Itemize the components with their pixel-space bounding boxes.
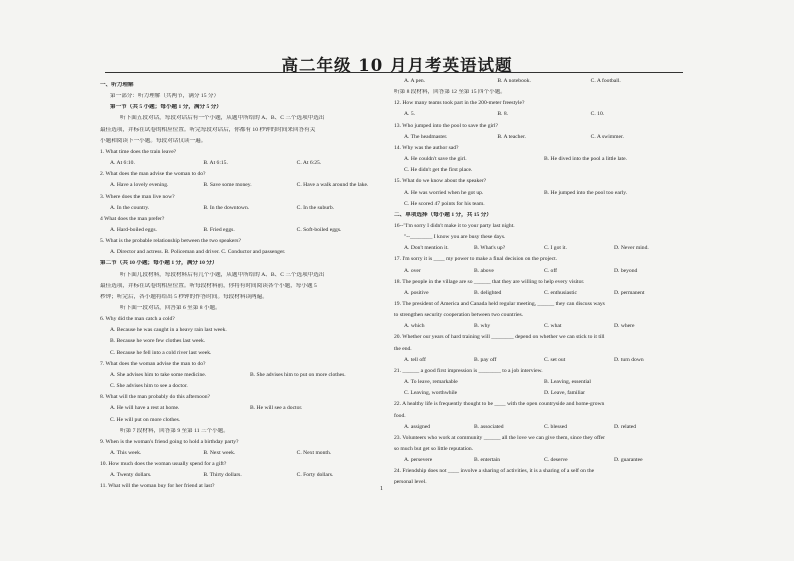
- text-line: 1. What time does the train leave?: [100, 148, 177, 155]
- answer-options: [394, 78, 684, 85]
- text-line: "--________ I know you are busy these days.: [404, 234, 506, 241]
- answer-option: B. Fried eggs.: [203, 226, 235, 233]
- answer-option: B. Save some money.: [203, 182, 252, 189]
- answer-option: B. He will see a doctor.: [250, 405, 303, 412]
- answer-option: A. Have a lovely evening.: [110, 182, 169, 189]
- text-line: 小题和阅读下一小题。每段对话仅读一遍。: [100, 137, 207, 144]
- answer-option: D. turn down: [614, 356, 644, 363]
- answer-options: [394, 111, 684, 118]
- answer-options: [394, 357, 684, 364]
- answer-option: B. pay off: [474, 356, 497, 363]
- text-line: 12. How many teams took part in the 200-meter freestyle?: [394, 100, 525, 107]
- answer-options: [394, 134, 684, 141]
- answer-option: C. Forty dollars.: [296, 472, 334, 479]
- answer-options: [394, 457, 684, 464]
- answer-option: C. enthusiastic: [544, 289, 577, 296]
- text-line: 10. How much does the woman usually spend for a gift?: [100, 461, 227, 468]
- text-line: personal level.: [394, 479, 427, 486]
- answer-option: B. Thirty dollars.: [203, 472, 242, 479]
- answer-options: [394, 424, 684, 431]
- text-line: 14. Why was the author sad?: [394, 144, 459, 151]
- text-line: 15. What do we know about the speaker?: [394, 178, 487, 185]
- answer-option: C. Next month.: [296, 449, 332, 456]
- text-line: C. Because he fell into a cold river last week.: [110, 349, 212, 356]
- text-line: 13. Who jumped into the pool to save the girl?: [394, 122, 498, 129]
- answer-option: C. A swimmer.: [590, 133, 624, 140]
- text-line: 一、听力理解: [100, 82, 134, 88]
- answer-options: [394, 156, 684, 163]
- answer-option: C. Leaving, worthwhile: [404, 390, 458, 397]
- answer-option: A. A pen.: [404, 78, 426, 84]
- answer-option: C. set out: [544, 356, 566, 363]
- text-line: food.: [394, 412, 406, 419]
- text-line: so much but get so little reputation.: [394, 445, 474, 452]
- answer-options: [394, 190, 684, 197]
- text-line: 2. What does the man advise the woman to do?: [100, 171, 206, 178]
- text-line: 听下面几段材料，每段材料后有几个小题，从题中所给的 A、B、C 三个选项中选出: [120, 271, 325, 278]
- text-line: 最佳选项，并标在试卷的相应位置。听完每段对话后，你都有 10 秒钟的时间来回答有关: [100, 126, 316, 133]
- answer-option: C. Soft-boiled eggs.: [296, 226, 342, 233]
- answer-options: [394, 245, 684, 252]
- text-line: 23. Volunteers who work at community ______ all the love we can give them, since they offer: [394, 434, 605, 441]
- answer-option: C. At 6:25.: [296, 160, 322, 167]
- text-line: to strengthen security cooperation between two countries.: [394, 312, 524, 319]
- answer-option: B. why: [474, 323, 491, 330]
- answer-option: A. Twenty dollars.: [110, 472, 152, 479]
- text-line: 16--"I'm sorry I didn't make it to your party last night.: [394, 222, 515, 229]
- answer-option: A. Hard-boiled eggs.: [110, 226, 157, 233]
- answer-option: C. A football.: [590, 78, 621, 84]
- text-line: 听第 7 段材料，回答第 9 至第 11 三个小题。: [120, 427, 229, 434]
- answer-option: A. persevere: [404, 457, 433, 464]
- answer-option: B. A teacher.: [497, 133, 526, 140]
- text-line: 11. What will the woman buy for her friend at last?: [100, 483, 215, 490]
- text-line: 20. Whether our years of hard training will ________ depend on whether we can stick to it till: [394, 334, 605, 341]
- answer-option: D. related: [614, 423, 637, 430]
- title-divider: [105, 72, 683, 73]
- answer-option: A. To leave, remarkable: [404, 379, 458, 386]
- text-line: 秒钟；听完后，各小题将给出 5 秒钟的作答时间。每段材料读两遍。: [100, 293, 268, 300]
- text-line: 24. Friendship does not ____ involve a sharing of activities, it is a sharing of a self on the: [394, 468, 595, 475]
- answer-option: D. guarantee: [614, 457, 643, 464]
- answer-options: [394, 390, 684, 397]
- text-line: 8. What will the man probably do this afternoon?: [100, 394, 211, 401]
- answer-option: C. off: [544, 267, 557, 274]
- answer-option: B. She advises him to put on more clothes.: [250, 371, 346, 378]
- text-line: 听下面一段对话，回答第 6 至第 8 小题。: [120, 305, 221, 311]
- answer-option: A. He was worried when he got up.: [404, 189, 484, 196]
- answer-options: [100, 405, 390, 412]
- answer-option: A. The headmaster.: [404, 133, 448, 140]
- answer-option: C. blessed: [544, 423, 567, 430]
- answer-option: A. positive: [404, 289, 429, 296]
- answer-options: [394, 379, 684, 386]
- answer-options: [100, 472, 390, 479]
- text-line: 22. A healthy life is frequently thought to be ____ with the open countryside and home-grown: [394, 401, 605, 408]
- answer-options: [100, 372, 390, 379]
- page-number: 1: [380, 486, 383, 492]
- text-line: C. She advises him to see a doctor.: [110, 383, 188, 390]
- answer-options: [100, 450, 390, 457]
- answer-option: A. Don't mention it.: [404, 245, 449, 252]
- text-line: 5. What is the probable relationship between the two speakers?: [100, 238, 241, 245]
- text-line: 9. When is the woman's friend going to hold a birthday party?: [100, 438, 239, 445]
- text-line: A. Director and actress. B. Policeman and driver. C. Conductor and passenger.: [110, 249, 286, 256]
- answer-option: B. Leaving, essential: [544, 379, 591, 386]
- answer-option: D. Never mind.: [614, 245, 649, 252]
- text-line: 听第 8 段材料，回答第 12 至第 15 四个小题。: [394, 89, 506, 96]
- text-line: C. He didn't get the first place.: [404, 167, 473, 174]
- text-line: 第一部分：听力理解（共两节，满分 15 分）: [110, 93, 220, 100]
- answer-option: B. delighted: [474, 289, 502, 296]
- answer-option: A. He will have a rest at home.: [110, 405, 180, 412]
- answer-option: B. A notebook.: [497, 78, 531, 84]
- text-line: 19. The president of America and Canada held regular meeting, ______ they can discuss ways: [394, 301, 605, 307]
- answer-option: A. This week.: [110, 449, 142, 456]
- answer-options: [100, 205, 390, 212]
- answer-option: A. She advises him to take some medicine.: [110, 371, 207, 378]
- answer-options: [100, 182, 390, 189]
- answer-option: A. assigned: [404, 423, 431, 430]
- answer-options: [394, 323, 684, 330]
- answer-option: A. At 6:10.: [110, 160, 135, 167]
- answer-option: A. 5.: [404, 111, 416, 118]
- answer-option: B. He dived into the pool a little late.: [544, 156, 627, 163]
- answer-options: [394, 268, 684, 275]
- answer-options: [100, 160, 390, 167]
- text-line: 最佳选项，并标在试卷的相应位置。听每段材料前，你将有时间阅读各个小题，每小题 5: [100, 282, 317, 289]
- answer-option: A. over: [404, 267, 421, 274]
- answer-option: A. He couldn't save the girl.: [404, 156, 467, 163]
- text-line: A. Because he was caught in a heavy rain last week.: [110, 327, 227, 334]
- answer-option: D. where: [614, 323, 635, 330]
- text-line: the end.: [394, 345, 412, 352]
- answer-option: B. Next week.: [203, 449, 236, 456]
- answer-option: C. deserve: [544, 457, 568, 464]
- page-title: 高二年级 10 月月考英语试题: [281, 56, 513, 75]
- answer-option: D. Leave, familiar: [544, 390, 585, 397]
- answer-option: B. associated: [474, 423, 504, 430]
- text-line: 17. I'm sorry it is ____ my power to make a final decision on the project.: [394, 256, 558, 263]
- answer-option: C. In the suburb.: [296, 204, 335, 211]
- text-line: 听下面五段对话，每段对话后有一个小题，从题中所给的 A、B、C 三个选项中选出: [120, 115, 325, 122]
- text-line: B. Because he wore few clothes last week.: [110, 338, 206, 345]
- answer-option: B. What's up?: [474, 245, 506, 252]
- text-line: 7. What does the woman advise the man to do?: [100, 360, 206, 367]
- text-line: 21. ______ a good first impression is ________ to a job interview.: [394, 367, 543, 374]
- text-line: 二、单项选择（每小题 1 分，共 15 分）: [394, 211, 492, 218]
- answer-option: C. what: [544, 323, 562, 330]
- text-line: 6. Why did the man catch a cold?: [100, 316, 175, 323]
- answer-option: A. tell off: [404, 356, 426, 363]
- answer-options: [100, 227, 390, 234]
- text-line: 第二节（共 10 小题；每小题 1 分，满分 10 分）: [100, 260, 218, 267]
- answer-option: A. In the country.: [110, 204, 150, 211]
- answer-option: B. entertain: [474, 457, 501, 464]
- answer-option: C. I got it.: [544, 245, 567, 252]
- answer-options: [394, 290, 684, 297]
- text-line: 18. The people in the village are so ______ that they are willing to help every visitor.: [394, 278, 585, 285]
- answer-option: B. In the downtown.: [203, 204, 250, 211]
- text-line: C. He will put on more clothes.: [110, 416, 181, 423]
- answer-option: D. permanent: [614, 289, 645, 296]
- text-line: 4 What does the man prefer?: [100, 215, 165, 222]
- answer-option: B. 8.: [497, 111, 509, 118]
- answer-option: B. above: [474, 267, 494, 274]
- answer-option: D. beyond: [614, 267, 638, 274]
- text-line: C. He scored 47 points for his team.: [404, 200, 485, 207]
- answer-option: B. He jumped into the pool too early.: [544, 189, 628, 196]
- answer-option: A. which: [404, 323, 425, 330]
- text-line: 第一节（共 5 小题；每小题 1 分，满分 5 分）: [110, 104, 222, 111]
- text-line: 3. Where does the man live now?: [100, 193, 175, 200]
- answer-option: B. At 6:15.: [203, 160, 228, 167]
- answer-option: C. Have a walk around the lake.: [296, 182, 369, 189]
- answer-option: C. 10.: [590, 111, 605, 118]
